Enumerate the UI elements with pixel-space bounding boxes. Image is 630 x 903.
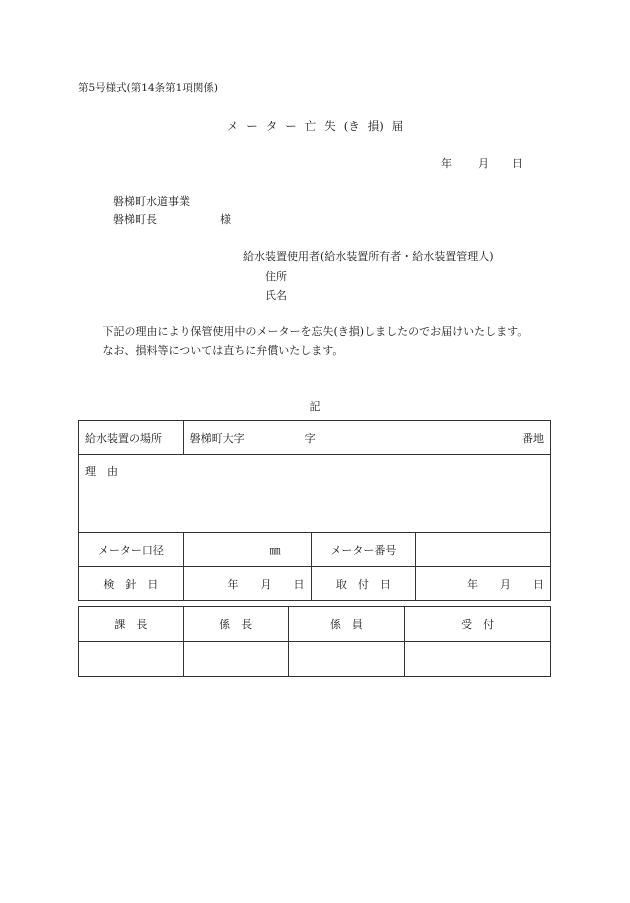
title-char: 亡 xyxy=(304,119,317,133)
meter-number-label: メーター番号 xyxy=(311,533,416,567)
location-field[interactable] xyxy=(183,421,550,455)
diameter-label: メーター口径 xyxy=(79,533,184,567)
title-char: 失 xyxy=(324,119,336,133)
date-year-label: 年 xyxy=(441,157,452,170)
addressee-honorific: 様 xyxy=(220,213,231,226)
inspection-year: 年 xyxy=(227,577,239,591)
inspection-month: 月 xyxy=(260,577,272,591)
details-table xyxy=(78,420,551,601)
applicant-label: 給水装置使用者(給水装置所有者・給水装置管理人) xyxy=(243,250,494,263)
removal-year: 年 xyxy=(467,577,478,591)
ki-heading: 記 xyxy=(309,400,321,413)
diameter-field[interactable] xyxy=(183,533,311,567)
inspection-day: 日 xyxy=(293,577,305,591)
removal-date-label: 取 付 日 xyxy=(311,567,416,601)
title-char: タ xyxy=(265,119,278,133)
approval-kakariin-stamp[interactable] xyxy=(288,642,405,677)
location-town: 磐梯町大字 xyxy=(189,431,245,445)
approval-uketsuke-label: 受 付 xyxy=(405,607,551,642)
removal-day: 日 xyxy=(533,577,544,591)
diameter-unit: ㎜ xyxy=(269,543,281,557)
title-char: 届 xyxy=(391,119,404,133)
inspection-date-label: 検 針 日 xyxy=(79,567,184,601)
title-char: (き xyxy=(343,119,360,133)
reason-label: 理 由 xyxy=(85,465,118,478)
form-title xyxy=(0,118,630,134)
location-banchi: 番地 xyxy=(522,431,544,445)
body-text xyxy=(86,322,556,360)
approval-kacho-label: 課 長 xyxy=(79,607,184,642)
date-month-label: 月 xyxy=(478,157,489,170)
applicant-address-label: 住所 xyxy=(265,270,287,283)
approval-kakaricho-stamp[interactable] xyxy=(183,642,288,677)
approval-uketsuke-stamp[interactable] xyxy=(405,642,551,677)
inspection-date-field[interactable] xyxy=(183,567,311,601)
location-aza: 字 xyxy=(304,431,316,445)
approval-kakaricho-label: 係 長 xyxy=(183,607,288,642)
applicant-name-label: 氏名 xyxy=(265,289,287,302)
addressee-org: 磐梯町水道事業 xyxy=(113,195,190,208)
approval-kacho-stamp[interactable] xyxy=(79,642,184,677)
title-char: メ xyxy=(226,119,239,133)
body-paragraph-1: 下記の理由により保管使用中のメーターを忘失(き損)しましたのでお届けいたします。 xyxy=(102,325,529,338)
approval-table xyxy=(78,606,551,677)
title-char: ー xyxy=(285,119,297,133)
addressee-title: 磐梯町長 xyxy=(113,213,157,226)
form-number: 第5号様式(第14条第1項関係) xyxy=(78,82,218,94)
location-label: 給水装置の場所 xyxy=(79,421,184,455)
approval-kakariin-label: 係 員 xyxy=(288,607,405,642)
title-char: ー xyxy=(246,119,258,133)
meter-number-field[interactable] xyxy=(416,533,551,567)
body-paragraph-2: なお、損料等については直ちに弁償いたします。 xyxy=(102,344,344,357)
reason-field[interactable] xyxy=(79,455,551,533)
date-day-label: 日 xyxy=(512,157,523,170)
title-char: 損) xyxy=(367,119,384,133)
removal-date-field[interactable] xyxy=(416,567,551,601)
removal-month: 月 xyxy=(500,577,511,591)
